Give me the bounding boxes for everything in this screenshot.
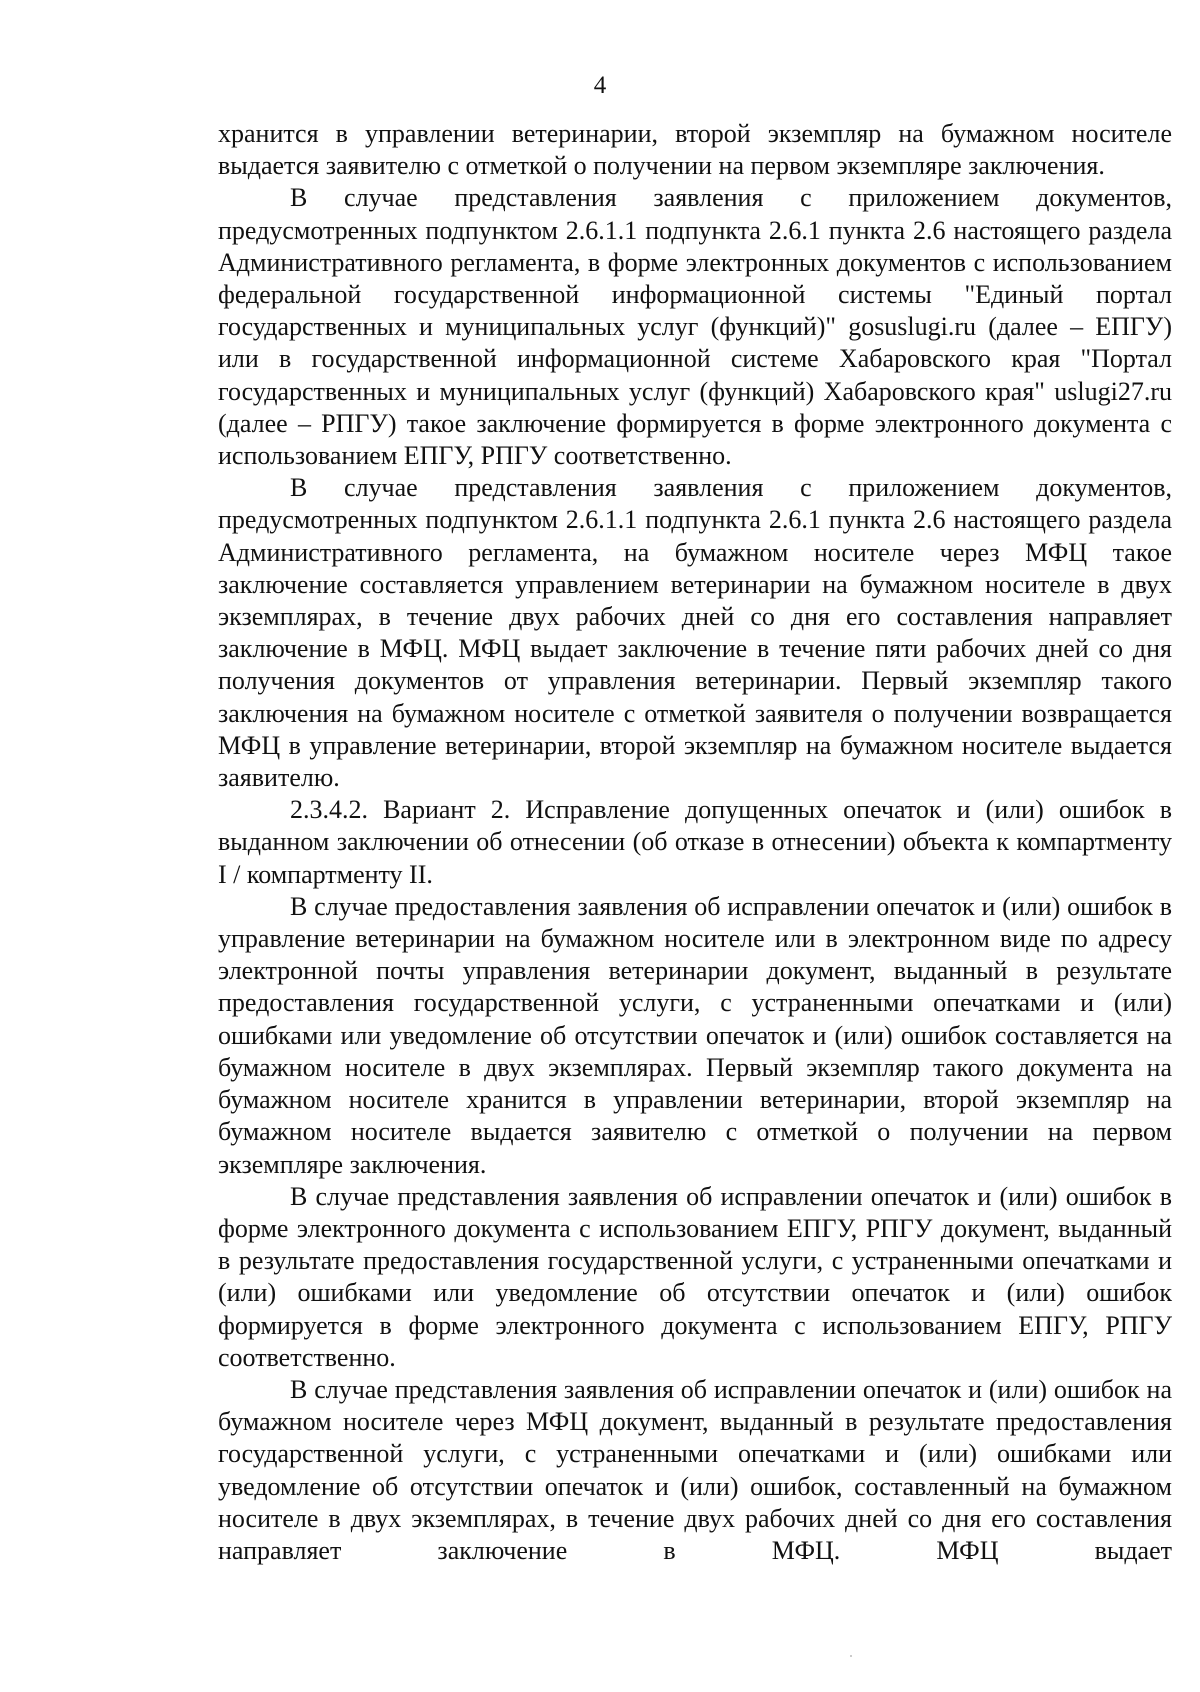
document-body: [218, 118, 1172, 1567]
paragraph-continuation: хранится в управлении ветеринарии, второй экземпляр на бумажном носителе выдается заявителю с отметкой о получении на первом экземпляре заключения.: [218, 119, 1172, 181]
page-number: 4: [593, 72, 607, 99]
paragraph-correction-mfc: В случае представления заявления об исправлении опечаток и (или) ошибок на бумажном носителе через МФЦ документ, выданный в результате предоставления государственной услуги, с устраненными опечатками и (или) ошибками или уведомление об отсутствии опечаток и (или) ошибок, составленный на бумажном носителе в двух экземплярах, в течение двух рабочих дней со дня его составления направляет заключение в МФЦ. МФЦ выдает: [218, 1374, 1172, 1565]
paragraph-electronic-submission: В случае представления заявления с приложением документов, предусмотренных подпунктом 2.6.1.1 подпункта 2.6.1 пункта 2.6 настоящего раздела Административного регламента, в форме электронных документов с использованием федеральной государственной информационной системы "Единый портал государственных и муниципальных услуг (функций)" gosuslugi.ru (далее – ЕПГУ) или в государственной информационной системе Хабаровского края "Портал государственных и муниципальных услуг (функций) Хабаровского края" uslugi27.ru (далее – РПГУ) такое заключение формируется в форме электронного документа с использованием ЕПГУ, РПГУ соответственно.: [218, 183, 1172, 471]
paragraph-correction-paper-or-email: В случае предоставления заявления об исправлении опечаток и (или) ошибок в управление ветеринарии на бумажном носителе или в электронном виде по адресу электронной почты управления ветеринарии документ, выданный в результате предоставления государственной услуги, с устраненными опечатками и (или) ошибками или уведомление об отсутствии опечаток и (или) ошибок составляется на бумажном носителе в двух экземплярах. Первый экземпляр такого документа на бумажном носителе хранится в управлении ветеринарии, второй экземпляр на бумажном носителе выдается заявителю с отметкой о получении на первом экземпляре заключения.: [218, 891, 1172, 1179]
paragraph-paper-submission-mfc: В случае представления заявления с приложением документов, предусмотренных подпунктом 2.6.1.1 подпункта 2.6.1 пункта 2.6 настоящего раздела Административного регламента, на бумажном носителе через МФЦ такое заключение составляется управлением ветеринарии на бумажном носителе в двух экземплярах, в течение двух рабочих дней со дня его составления направляет заключение в МФЦ. МФЦ выдает заключение в течение пяти рабочих дней со дня получения документов от управления ветеринарии. Первый экземпляр такого заключения на бумажном носителе с отметкой заявителя о получении возвращается МФЦ в управление ветеринарии, второй экземпляр на бумажном носителе выдается заявителю.: [218, 473, 1172, 793]
paragraph-variant-2-heading: 2.3.4.2. Вариант 2. Исправление допущенных опечаток и (или) ошибок в выданном заключении об отнесении (об отказе в отнесении) объекта к компартменту I / компартменту II.: [218, 795, 1172, 889]
paragraph-correction-electronic: В случае представления заявления об исправлении опечаток и (или) ошибок в форме электронного документа с использованием ЕПГУ, РПГУ документ, выданный в результате предоставления государственной услуги, с устраненными опечатками и (или) ошибками или уведомление об отсутствии опечаток и (или) ошибок формируется в форме электронного документа с использованием ЕПГУ, РПГУ соответственно.: [218, 1181, 1172, 1372]
scan-speck: [850, 1655, 852, 1657]
